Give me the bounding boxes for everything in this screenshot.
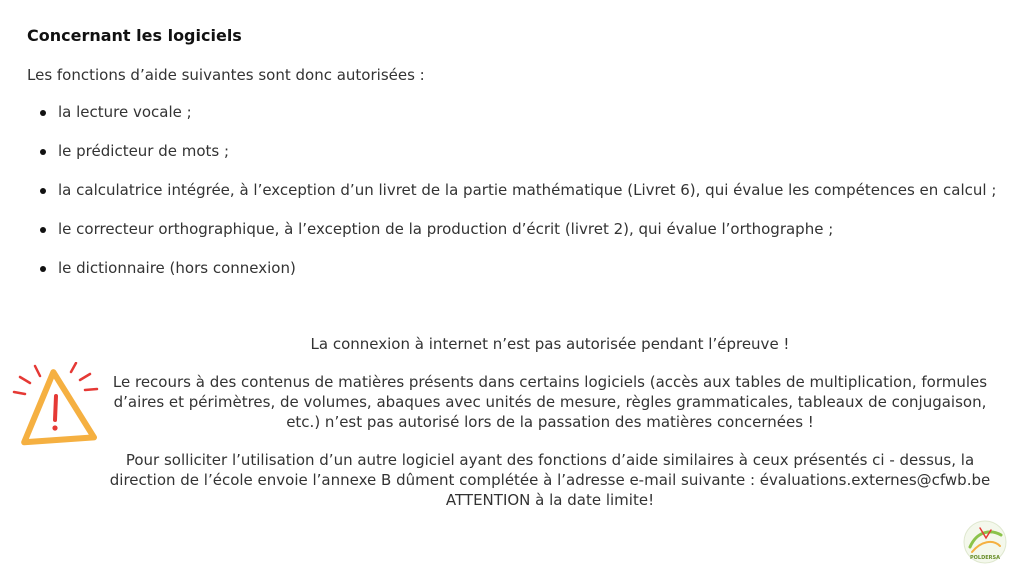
list-item: la lecture vocale ; <box>40 102 1020 122</box>
list-item: la calculatrice intégrée, à l’exception d’un livret de la partie mathématique (Livret 6), qui évalue les compétences en calcul ; <box>40 180 1020 200</box>
request-procedure-text: Pour solliciter l’utilisation d’un autre logiciel ayant des fonctions d’aide similaires à ceux présentés ci - dessus, la direction de l’école envoie l’annexe B dûment complétée à l’adresse e-mail suivante : évaluations.externes@cfwb.be ATTENTION à la date limite! <box>109 451 991 509</box>
page-heading: Concernant les logiciels <box>27 26 242 45</box>
allowed-functions-list <box>40 102 1020 297</box>
warning-triangle-icon <box>10 362 102 448</box>
list-item: le correcteur orthographique, à l’exception de la production d’écrit (livret 2), qui évalue l’orthographe ; <box>40 219 1020 239</box>
list-item: le prédicteur de mots ; <box>40 141 1020 161</box>
content-restriction-text: Le recours à des contenus de matières présents dans certains logiciels (accès aux tables de multiplication, formules d’aires et périmètres, de volumes, abaques avec unités de mesure, règles grammaticales, tableaux de conjugaison, etc.) n’est pas autorisé lors de la passation des matières concernées ! <box>112 373 988 431</box>
list-item: le dictionnaire (hors connexion) <box>40 258 1020 278</box>
internet-warning: La connexion à internet n’est pas autorisée pendant l’épreuve ! <box>310 335 790 353</box>
brand-logo <box>961 519 1009 565</box>
notice-block <box>105 334 995 510</box>
intro-text: Les fonctions d’aide suivantes sont donc autorisées : <box>27 66 425 84</box>
logo-text: POLDERSA <box>970 555 1000 561</box>
